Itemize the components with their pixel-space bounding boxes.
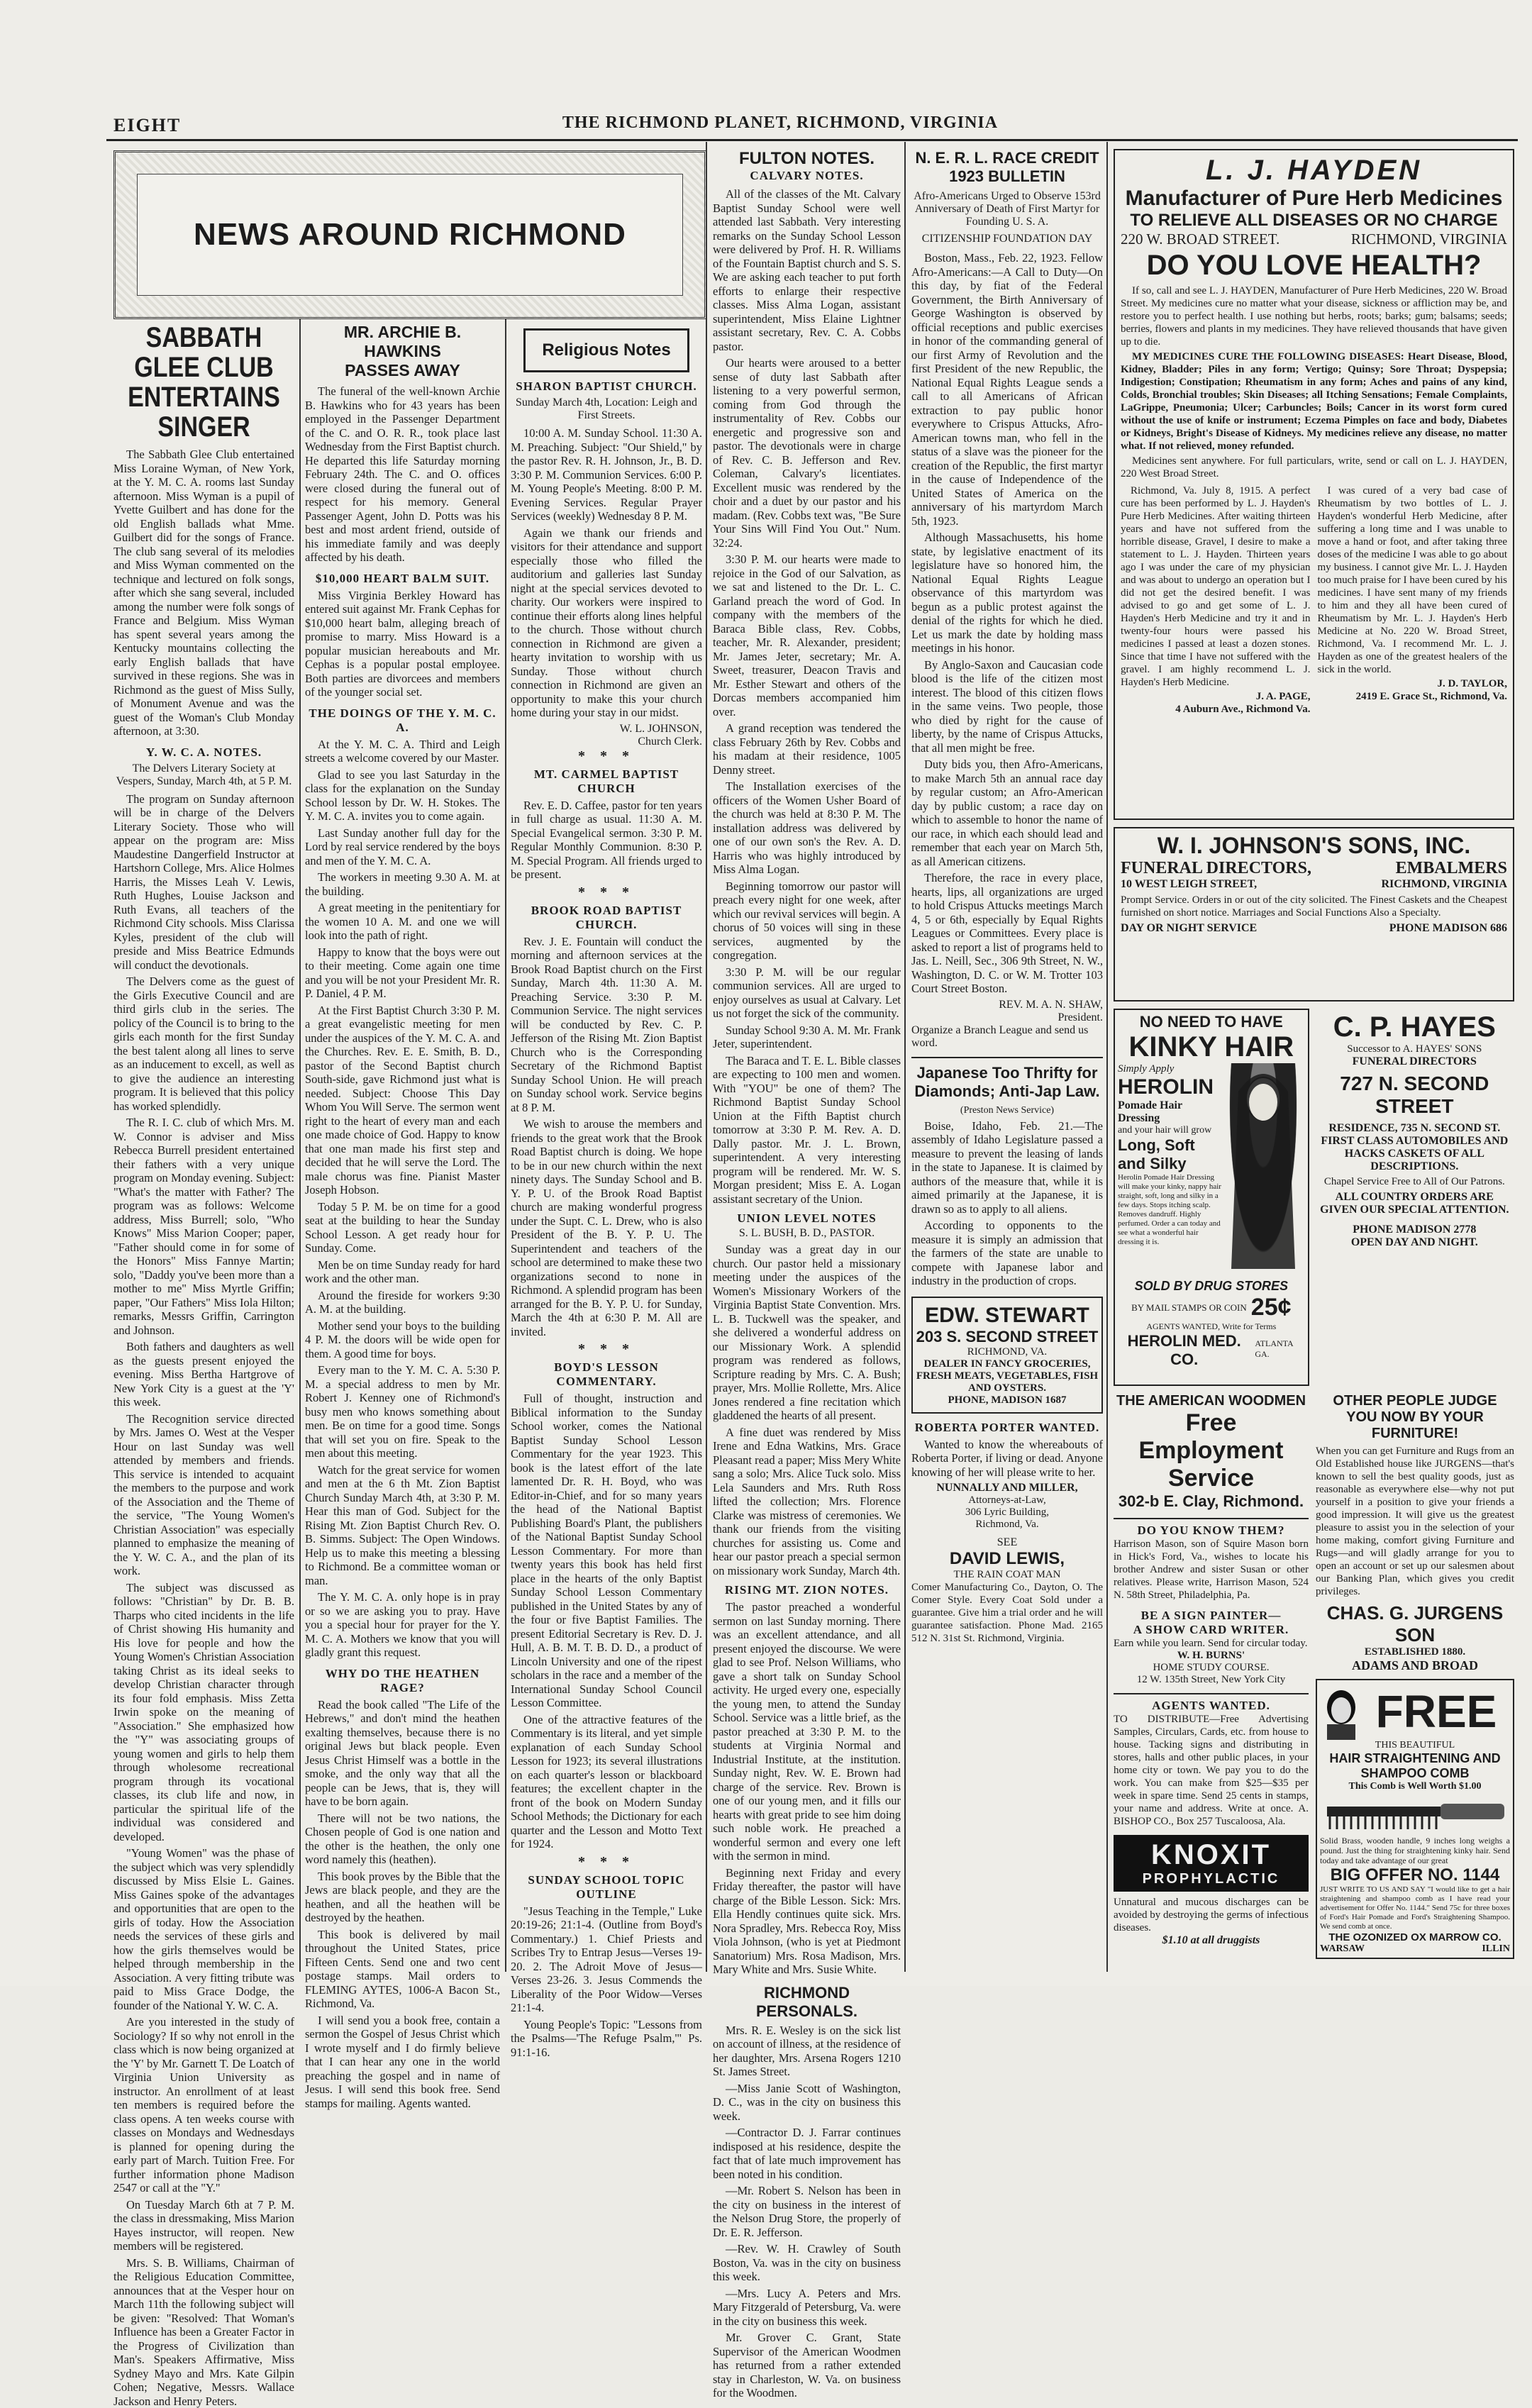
column-4 (713, 149, 901, 1968)
banner-title: NEWS AROUND RICHMOND (137, 174, 683, 296)
ad-text: DEALER IN FANCY GROCERIES, FRESH MEATS, VEGETABLES, FISH AND OYSTERS. (916, 1358, 1099, 1394)
knoxit-banner (1114, 1835, 1309, 1892)
section-heading: MT. CARMEL BAPTIST CHURCH (511, 767, 702, 796)
ad-title: Service (1114, 1465, 1309, 1492)
ad-title: L. J. HAYDEN (1121, 155, 1507, 187)
ad-text: Solid Brass, wooden handle, 9 inches long weighs a pound. Just the thing for straightening kinky hair. Send today and take advantage of our great (1320, 1836, 1510, 1865)
ad-text: Pomade Hair Dressing (1118, 1099, 1224, 1125)
article-paragraph: Both fathers and daughters as well as the guests present enjoyed the evening. Miss Bertha Hartgrove of New York City is a guest at the 'Y' this week. (113, 1340, 294, 1409)
ad-subtitle: FUNERAL DIRECTORS, (1121, 859, 1311, 878)
article-paragraph: 10:00 A. M. Sunday School. 11:30 A. M. Preaching. Subject: "Our Shield," by the pastor Rev. R. H. Johnson, Jr., B. D. 3:30 P. M. Communion Services. 6:00 P. M. Young People's Meeting. 8:00 P. M. Evening Services. Regular Prayer Services (weekly) Wednesday 8 P. M. (511, 426, 702, 523)
article-paragraph: I will send you a book free, contain a sermon the Gospel of Jesus Christ which I wrote myself and I do firmly believe that I can hear any one in the world preaching the gospel and in name of Jesus. I will send this book free. Send stamps for mailing. Agents wanted. (305, 2014, 500, 2111)
ad-subtitle: Manufacturer of Pure Herb Medicines (1121, 187, 1507, 211)
section-subheading: The Delvers Literary Society at Vespers, Sunday, March 4th, at 5 P. M. (113, 762, 294, 788)
ad-phone: PHONE MADISON 2778 (1318, 1224, 1511, 1236)
article-paragraph: The Recognition service directed by Mrs. James O. West at the Vesper Hour on last Sunday was well attended by members and friends. This service is intended to acquaint the members to the purpose and work of the Association and the Theme of the service, "The Young Women's Christian Association" was especially planned to emphasize the meaning of the Y. W. C. A., and the plan of its work. (113, 1412, 294, 1578)
article-paragraph: Men be on time Sunday ready for hard work and the other man. (305, 1258, 500, 1286)
section-heading: RISING MT. ZION NOTES. (713, 1583, 901, 1597)
column-3 (511, 323, 702, 1968)
law-firm: Richmond, Va. (911, 1519, 1103, 1531)
article-paragraph: All of the classes of the Mt. Calvary Baptist Sunday School were well attended last Sabbath. Very interesting remarks on the Sunday School Lesson were delivered by Prof. H. R. Williams of the Fountain Baptist church and S. S. We are asking each teacher to put forth efforts to enlarge their respective classes. Miss Alma Logan, assistant superintendent, Miss Elaine Lightner assistant secretary, Rev. C. A. Cobbs pastor. (713, 187, 901, 353)
headline: PASSES AWAY (305, 361, 500, 380)
article-paragraph: Mrs. S. B. Williams, Chairman of the Religious Education Committee, announces that at the Vesper hour on March 11th the following subject will be given: "Resolved: That Woman's Influence has been a Greater Factor in the Progress of Civilization than Man's. Speakers Affirmative, Miss Sydney Mayo and Mrs. Kate Gilpin Cohen; Negative, Messrs. Wallace Jackson and Henry Peters. (113, 2256, 294, 2408)
headline: 1923 BULLETIN (911, 167, 1103, 186)
ad-text: ALL COUNTRY ORDERS ARE GIVEN OUR SPECIAL ATTENTION. (1318, 1191, 1511, 1216)
article-paragraph: Again we thank our friends and visitors for their attendance and support especially those who filled the auditorium and galleries last Sunday night at the special services devoted to charity. Our workers were inspired to continue their efforts along lines helpful to the church. Those without church connection in Richmond are given a hearty invitation to worship with us Sunday. Those without church connection in Richmond are given an opportunity to make this your church home during your stay in our midst. (511, 526, 702, 720)
article-paragraph: This book is delivered by mail throughout the United States, price Fifteen Cents. Send one and two cent postage stamps. Mail orders to FLEMING AYTES, 1006-A Bacon St., Richmond, Va. (305, 1928, 500, 2011)
signature: J. D. TAYLOR, (1318, 677, 1508, 690)
article-paragraph: This book proves by the Bible that the Jews are black people, and they are the heathen, and all the heathen will be destroyed by the heathen. (305, 1870, 500, 1925)
article-paragraph: 3:30 P. M. will be our regular communion services. All are urged to enjoy ourselves as usual at Calvary. Let us not forget the sick of the community. (713, 965, 901, 1021)
ad-text: THIS BEAUTIFUL (1320, 1740, 1510, 1751)
ad-text: DAY OR NIGHT SERVICE (1121, 922, 1257, 935)
note: Organize a Branch League and send us word. (911, 1024, 1103, 1050)
ad-subtitle: THE RAIN COAT MAN (911, 1569, 1103, 1581)
article-paragraph: Rev. E. D. Caffee, pastor for ten years in full charge as usual. 11:30 A. M. Special Evangelical sermon. 3:30 P. M. Regular Monthly Communion. 8:30 P. M. Special Program. All friends urged to be present. (511, 799, 702, 882)
article-paragraph: The workers in meeting 9.30 A. M. at the building. (305, 870, 500, 898)
ad-subtitle: HAIR STRAIGHTENING AND SHAMPOO COMB (1320, 1751, 1510, 1781)
page-number: EIGHT (113, 115, 181, 136)
ad-text: RESIDENCE, 735 N. SECOND ST. (1318, 1122, 1511, 1135)
article-paragraph: The Baraca and T. E. L. Bible classes are expecting to 100 men and women. With "YOU" be one of them? The Richmond Baptist Sunday School Union at the Fifth Baptist church tomorrow at 3:30 P. M. Rev. A. D. Dally pastor. Mr. J. L. Brown, superintendent. A very interesting program will be rendered. Mr. W. S. Morgan president; Miss E. A. Logan assistant secretary of the Union. (713, 1054, 901, 1206)
herolin-ad (1114, 1009, 1309, 1386)
rule (1114, 1693, 1309, 1699)
column-2 (305, 323, 500, 1968)
ad-headline: YOU NOW BY YOUR (1316, 1409, 1514, 1426)
ad-text: MY MEDICINES CURE THE FOLLOWING DISEASES: Heart Disease, Blood, Kidney, Bladder; Piles in any form; Vertigo; Quinsy; Sore Throat; Dyspepsia; Indigestion; Constipation; Rheumatism in any form; Aches and pains of any kind, Colds, Bronchial troubles; Skin Diseases; all Itching Sensations; Female Complaints, LaGrippe, Pneumonia; Ulcer; Carbuncles; Boils; Cancer in its worst form cured without the use of knife or instrument; Eczema Pimples on face and body, Diabetes or Kidneys, Bright's Disease of Kidneys. My medicines relieve any disease, no matter what. If not relieved, money refunded. (1121, 350, 1507, 453)
section-heading: RICHMOND PERSONALS. (713, 1984, 901, 2021)
article-paragraph: There will not be two nations, the Chosen people of God is one nation and the other is the heathen, the only one word namely this (heathen). (305, 1811, 500, 1867)
hayes-ad (1315, 1009, 1514, 1383)
ad-state: ILLIN (1482, 1943, 1510, 1955)
ad-city: RICHMOND, VA. (916, 1346, 1099, 1358)
article-paragraph: —Rev. W. H. Crawley of South Boston, Va. was in the city on business this week. (713, 2242, 901, 2284)
ad-phone: PHONE, MADISON 1687 (916, 1394, 1099, 1406)
ad-subtitle: EMBALMERS (1396, 859, 1507, 878)
article-paragraph: —Contractor D. J. Farrar continues indisposed at his residence, despite the fact that of late much improvement has been noted in his condition. (713, 2126, 901, 2181)
article-paragraph: —Miss Janie Scott of Washington, D. C., was in the city on business this week. (713, 2082, 901, 2124)
ad-title: EDW. STEWART (916, 1304, 1099, 1328)
comb-icon (1320, 1792, 1511, 1832)
article-paragraph: The R. I. C. club of which Mrs. M. W. Connor is adviser and Miss Rebecca Burrell president entertained their fathers with a very unique program on Monday evening. Subject: "What's the matter with Father? The program was as follows: Welcome address, Miss Burrell; solo, "Who Knows" Miss Marion Cooper; paper, "Father should come in for some of the Honors" Miss Fannye Martin; solo, "Daddy you've been more than a mother to me" Miss Myrtle Griffin; paper, "Our Fathers" Miss Iola Hilton; remarks, Messrs Griffin, Carrington and Johnson. (113, 1116, 294, 1337)
section-heading: Japanese Too Thrifty for Diamonds; Anti-Jap Law. (911, 1064, 1103, 1101)
ad-city: RICHMOND, VIRGINIA (1382, 878, 1508, 891)
column-5 (911, 149, 1103, 1968)
signature: 4 Auburn Ave., Richmond Va. (1121, 703, 1311, 716)
article-paragraph: Glad to see you last Saturday in the class for the explanation on the Sunday School lesson by Dr. W. H. Stokes. The Y. M. C. A. invites you to come again. (305, 768, 500, 823)
ad-title: C. P. HAYES (1318, 1011, 1511, 1043)
article-paragraph: —Mrs. Lucy A. Peters and Mrs. Mary Fitzgerald of Petersburg, Va. were in the city on business this week. (713, 2287, 901, 2329)
article-paragraph: Read the book called "The Life of the Hebrews," and don't mind the heathen exalting themselves, because there is no original Jews but black people. Even Jesus Christ Himself was a bottle in the smoke, and the only way that all the people can be Jews, that is, they will have to be born again. (305, 1698, 500, 1809)
ad-price: $1.10 at all druggists (1114, 1934, 1309, 1947)
rule (911, 1057, 1103, 1064)
section-heading: $10,000 HEART BALM SUIT. (305, 572, 500, 586)
article-paragraph: Boston, Mass., Feb. 22, 1923. Fellow Afro-Americans:—A Call to Duty—On this day, by fiat of the Federal Government, the Birth Anniversary of George Washington is observed by official receptions and public exercises in honor of the commanding general of our first Army of Revolution and the first President of the new Republic, the National Equal Rights League sends a call to all Americans of African extraction to pay public honor everywhere to Crispus Attucks, Afro-American towns man, who fell in the status of a slave was the pioneer for the creation of the Republic, the first martyr in the cause of Independence of the United States of America on the anniversary of his martyrdom March 5th, 1923. (911, 251, 1103, 528)
woman-portrait-icon (1224, 1063, 1302, 1276)
section-subheading: Afro-Americans Urged to Observe 153rd Anniversary of Death of First Martyr for Founding U. S. A. (911, 190, 1103, 228)
article-paragraph: Beginning next Friday and every Friday thereafter, the pastor will have charge of the Bible Lesson. Sick: Mrs. Ella Hendly continues quite sick. Mrs. Nora Spradley, Mrs. Rebecca Roy, Miss Viola Johnson, (who is yet at Piedmont Sanatorium) Mrs. Rosa Madison, Mrs. Mary White and Mrs. Susie White. (713, 1866, 901, 1977)
article-paragraph: A fine duet was rendered by Miss Irene and Edna Watkins, Mrs. Grace Pleasant read a paper; Miss Mery White sang a solo; Mrs. Alice Tuck solo. Miss Lela Saunders and Mrs. Ruth Ross lifted the collection; Mrs. Florence Clarke was mistress of ceremonies. We thank our friends from the visiting churches for assisting us. Come and hear our pastor preach a special sermon on missionary work Sunday, March 4th. (713, 1426, 901, 1578)
article-paragraph: Around the fireside for workers 9:30 A. M. at the building. (305, 1289, 500, 1316)
ad-text: Successor to A. HAYES' SONS (1318, 1043, 1511, 1055)
article-paragraph: Young People's Topic: "Lessons from the Psalms—'The Refuge Psalm,'" Ps. 91:1-16. (511, 2018, 702, 2060)
article-paragraph: Mr. Grover C. Grant, State Supervisor of the American Woodmen has returned from a rather extended stay in Charleston, W. Va. on business for the Woodmen. (713, 2331, 901, 2400)
article-paragraph: Wanted to know the whereabouts of Roberta Porter, if living or dead. Anyone knowing of her will please write to her. (911, 1438, 1103, 1480)
ad-city: RICHMOND, VIRGINIA (1351, 231, 1507, 248)
ad-text: Simply Apply (1118, 1063, 1224, 1075)
section-heading: WHY DO THE HEATHEN RAGE? (305, 1667, 500, 1695)
article-paragraph: Miss Virginia Berkley Howard has entered suit against Mr. Frank Cephas for $10,000 heart balm, alleging breach of promise to marry. Miss Howard is a popular musician hereabouts and Mr. Cephas is a popular postal employee. Both parties are divorcees and members of the younger social set. (305, 589, 500, 699)
column-rule (1106, 142, 1108, 1972)
ad-text: Chapel Service Free to All of Our Patrons. (1318, 1176, 1511, 1188)
headline: SABBATH GLEE CLUB (113, 323, 294, 382)
signature: President. (911, 1011, 1103, 1024)
ad-address: ADAMS AND BROAD (1316, 1658, 1514, 1673)
ad-text: OPEN DAY AND NIGHT. (1318, 1236, 1511, 1249)
ad-text: JUST WRITE TO US AND SAY "I would like to get a hair straightening and shampoo comb as I have read your advertisement for Offer No. 1144." Send 75c for three boxes of Ford's Hair Pomade and Ford's Straightening Shampoo. We send comb at once. (1320, 1885, 1510, 1931)
ad-text: Harrison Mason, son of Squire Mason born in Hick's Ford, Va., wishes to locate his brother Andrew and sister Susan or other relatives. Please write, Harrison Mason, 524 N. 58th Street, Philadelphia, Pa. (1114, 1538, 1309, 1602)
ad-city: WARSAW (1320, 1943, 1365, 1955)
article-paragraph: One of the attractive features of the Commentary is its literal, and yet simple explanation of each Sunday School Lesson for 1923; its several illustrations on each quarter's lesson or blackboard features; the excellent chapter in the front of the book on Modern Sunday School Methods; the Dictionary for each quarter and the Lesson and Motto Text for 1924. (511, 1713, 702, 1851)
section-subheading: CALVARY NOTES. (713, 169, 901, 183)
article-paragraph: The Delvers come as the guest of the Girls Executive Council and are third girls club in the series. The policy of the Council is to bring to the girls each month for the first Sunday the best talent along all lines to serve as an inducement to excell, as well as to give the audience an interesting program. It is believed that this policy has worked splendidly. (113, 975, 294, 1113)
article-paragraph: At the Y. M. C. A. Third and Leigh streets a welcome covered by our Master. (305, 738, 500, 765)
ad-address: 203 S. SECOND STREET (916, 1328, 1099, 1346)
law-firm: Attorneys-at-Law, (911, 1494, 1103, 1507)
section-banner (113, 150, 706, 319)
stewart-ad (911, 1297, 1103, 1414)
free-comb-ad (1316, 1679, 1514, 1959)
section-subheading: CITIZENSHIP FOUNDATION DAY (911, 233, 1103, 245)
column-rule (299, 319, 301, 1972)
article-paragraph: Boise, Idaho, Feb. 21.—The assembly of Idaho Legislature passed a measure to prevent the leasing of lands in the state to Japanese. It is claimed by authors of the measure that, while it is aimed primarily at the Japanese, it is drawn so as to apply to all aliens. (911, 1119, 1103, 1216)
article-paragraph: The Sabbath Glee Club entertained Miss Loraine Wyman, of New York, at the Y. M. C. A. rooms last Sunday afternoon. Miss Wyman is a pupil of Yvette Guilbert and has done for the old English ballads what Mme. Guilbert did for the songs of France. The club sang several of its melodies and Miss Wyman commented on the technique and lectured on folk songs, after which she sang several, included among the number were folk songs of France and Belgium. Miss Wyman has spent several years among the Kentucky mountains collecting the early English ballads that have survived in these regions. She was in Richmond as the guest of Miss Sully, of Monument Avenue and was the guest of the Woman's Club Monday afternoon, at 3:30. (113, 448, 294, 738)
ad-title: W. I. JOHNSON'S SONS, INC. (1121, 833, 1507, 859)
section-subheading: A SHOW CARD WRITER. (1114, 1623, 1309, 1637)
article-paragraph: "Young Women" was the phase of the subject which was very splendidly discussed by Miss Elsie L. Gaines. Miss Gaines spoke of the advantages and opportunities that are open to the girls of today. How the Association needs the services of these girls and how the girls themselves would be helped through membership in the Association. A very fitting tribute was paid to Miss Grace Dodge, the founder of the National Y. W. C. A. (113, 1846, 294, 2012)
section-heading: AGENTS WANTED. (1114, 1699, 1309, 1713)
ad-address: 220 W. BROAD STREET. (1121, 231, 1280, 248)
ad-title: Free Employment (1114, 1409, 1309, 1465)
law-firm: NUNNALLY AND MILLER, (911, 1482, 1103, 1494)
ad-text: ESTABLISHED 1880. (1316, 1646, 1514, 1658)
article-paragraph: Mother send your boys to the building 4 P. M. the doors will be wide open for them. A good time for boys. (305, 1319, 500, 1361)
article-paragraph: The program on Sunday afternoon will be in charge of the Delvers Literary Society. Those who will appear on the program are: Miss Maudestine Dangerfield Instructor at Hartshorn College, Mrs. Alice Holmes Harris, the Misses Leah V. Lewis, Ruth Hughes, Louise Jackson and Ruth Evans, all teachers of the Richmond City schools. Miss Clarissa Kyles, president of the club will preside and Miss Beatrice Edmunds will conduct the devotionals. (113, 792, 294, 972)
article-paragraph: Rev. J. E. Fountain will conduct the morning and afternoon services at the Brook Road Baptist church on the First Sunday, March 4th. 11:30 A. M. Preaching Service. 3:30 P. M. Communion Service. The night services will be conducted by Rev. C. P. Jefferson of the Rising Mt. Zion Baptist Church who is the Corresponding Secretary of the Richmond Baptist Sunday School Union. He will preach on Sunday school work. Service begins at 8 P. M. (511, 935, 702, 1115)
section-heading: ROBERTA PORTER WANTED. (911, 1421, 1103, 1435)
ad-headline: OTHER PEOPLE JUDGE (1316, 1393, 1514, 1409)
ad-text: NO NEED TO HAVE (1118, 1013, 1305, 1031)
article-paragraph: The funeral of the well-known Archie B. Hawkins who for 43 years has been employed in the Passenger Department of the C. and O. R. R., took place last Wednesday from the First Baptist church. He departed this life Saturday morning February 24th. The C. and O. offices were closed during the funeral out of respect for his memory. General Passenger Agent, John D. Potts was his best and most ardent friend, outside of his immediate family and was deeply affected by his death. (305, 384, 500, 565)
article-paragraph: Sunday School 9:30 A. M. Mr. Frank Jeter, superintendent. (713, 1023, 901, 1051)
headline: MR. ARCHIE B. HAWKINS (305, 323, 500, 361)
section-heading: UNION LEVEL NOTES (713, 1211, 901, 1226)
article-paragraph: Beginning tomorrow our pastor will preach every night for one week, after which our revival services will begin. A chorus of 50 voices will sing in these services, augmented by the congregation. (713, 880, 901, 962)
ad-text: When you can get Furniture and Rugs from an Old Established house like JURGENS—that's known to sell the best quality goods, just as reasonable as everywhere else—why not put yourself in a position to give your friends a good impression. It will give us the greatest pleasure to assist you in the selection of your home making, comfort giving Furniture and Rugs—and will gladly arrange for you to open an account or set up our salesmen about our Banking Plan, which gives you credit privileges. (1316, 1445, 1514, 1598)
article-paragraph: Sunday was a great day in our church. Our pastor held a missionary meeting under the auspices of the Women's Missionary Workers of the Virginia Baptist State Convention. Mrs. L. B. Tuckwell was the speaker, and she delivered a wonderful address on our Missionary Work. A splendid program was rendered as follows, Scripture reading by Mrs. C. A. Bush; prayer, Mrs. Mollie Rollette, Mrs. Alice Jones rendered a fine recitation which gladdened the hearts of all present. (713, 1243, 901, 1423)
article-paragraph: Are you interested in the study of Sociology? If so why not enroll in the class which is now being organized at the 'Y' by Mr. Garnett T. De Loatch of Virginia Union University as instructor. An enrollment of at least ten members is required before the class opens. A ten weeks course with classes on Mondays and Wednesdays is planned for opening during the early part of March. Tuition Free. For further information phone Madison 2547 or call at the "Y." (113, 2015, 294, 2195)
article-paragraph: Happy to know that the boys were out to their meeting. Come again one time and you will be not your President Mr. R. P. Daniel, 4 P. M. (305, 945, 500, 1001)
separator-stars: * * * (511, 748, 702, 765)
article-paragraph: The Installation exercises of the officers of the Women Usher Board of the church was held at 8:30 P. M. The installation address was delivered by one of our own son's the Rev. A. D. Harris who was highly introduced by Miss Alma Logan. (713, 779, 901, 877)
johnson-ad (1114, 827, 1514, 1002)
signature: 2419 E. Grace St., Richmond, Va. (1318, 690, 1508, 703)
ad-price: 25¢ (1251, 1294, 1292, 1321)
masthead-rule (106, 139, 1518, 141)
article-paragraph: By Anglo-Saxon and Caucasian code blood is the life of the citizen most interest. The blood of this citizen flows in the same veins. Two people, those who died by right for the cause of liberty, by the name of Crispus Attucks, that all men might be free. (911, 658, 1103, 755)
section-heading: BROOK ROAD BAPTIST CHURCH. (511, 904, 702, 932)
article-paragraph: —Mr. Robert S. Nelson has been in the city on business in the interest of the Nelson Drug Store, the properly of Dr. E. R. Jefferson. (713, 2184, 901, 2239)
headline: N. E. R. L. RACE CREDIT (911, 149, 1103, 167)
signature: J. A. PAGE, (1121, 690, 1311, 703)
article-paragraph: Although Massachusetts, his home state, by legislative enactment of its legislature have so honored him, the National Equal Rights League observance of this martyrdom was begun as a public protest against the denial of the rights for which he died. Let us mark the date by holding mass meetings in his honor. (911, 531, 1103, 655)
column-rule (904, 142, 906, 1972)
ad-title: THE AMERICAN WOODMEN (1114, 1393, 1309, 1409)
ad-text: FUNERAL DIRECTORS (1318, 1055, 1511, 1068)
ad-title: CHAS. G. JURGENS SON (1316, 1602, 1514, 1646)
section-heading: SUNDAY SCHOOL TOPIC OUTLINE (511, 1873, 702, 1902)
ad-text: HOME STUDY COURSE. (1114, 1662, 1309, 1674)
article-paragraph: Watch for the great service for women and men at the 6 th Mt. Zion Baptist Church Sunday March 4th, at 3:30 P. M. Hear this man of God. Subject for the Rising Mt. Zion Baptist Church Rev. O. B. Simms. Subject: The Open Windows. Help us to make this meeting a blessing to Richmond. Be a committee woman or man. (305, 1463, 500, 1588)
article-paragraph: 3:30 P. M. our hearts were made to rejoice in the God of our Salvation, as we sat and listened to the Dr. L. C. Garland preach the word of God. In company with the members of the Baraca Bible class, Rev. Cobbs, teacher, Mr. R. Alexander, president; Mr. James Jeter, secretary; Mr. A. Sweet, treasurer, Deacon Travis and Mr. Esther Stewart and others of the Dorcas members accompanied him over. (713, 553, 901, 718)
ad-text: FIRST CLASS AUTOMOBILES AND HACKS CASKETS OF ALL DESCRIPTIONS. (1318, 1135, 1511, 1173)
column-6 (1114, 149, 1514, 1972)
ad-address: 302-b E. Clay, Richmond. (1114, 1492, 1309, 1511)
religious-notes-box (523, 328, 689, 372)
ad-text: BY MAIL STAMPS OR COIN (1131, 1302, 1247, 1314)
ad-text: and your hair will grow (1118, 1125, 1224, 1136)
ad-subtitle: PROPHYLACTIC (1114, 1871, 1309, 1887)
separator-stars: * * * (511, 884, 702, 901)
masthead-title: THE RICHMOND PLANET, RICHMOND, VIRGINIA (511, 113, 1050, 133)
ad-city: ATLANTA GA. (1255, 1338, 1304, 1360)
section-subheading: Sunday March 4th, Location: Leigh and First Streets. (511, 396, 702, 422)
ad-text: AGENTS WANTED, Write for Terms (1118, 1321, 1305, 1332)
article-paragraph: Full of thought, instruction and Biblical information to the Sunday School worker, comes the National Baptist Sunday School Lesson Commentary for the year 1923. This book is the latest effort of the late lamented Dr. R. H. Boyd, who was Editor-in-Chief, and for so many years the head of the National Baptist Publishing Board's Plant, the publishers of the National Baptist Sunday School Lesson Commentary. For more than twenty years this book has held first place in the hearts of the only Baptist Sunday School Lesson Commentary published in the United States by any of the four or five Baptist Families. The present Editorial Secretary is Rev. D. J. Hull, A. B. M. T. B. D. D., a product of Lincoln University and one of the ripest scholars in the race and a member of the International Sunday School Council Lesson Committee. (511, 1392, 702, 1710)
ad-address: 727 N. SECOND STREET (1318, 1072, 1511, 1118)
ad-title: KNOXIT (1114, 1839, 1309, 1871)
article-paragraph: Mrs. R. E. Wesley is on the sick list on account of illness, at the residence of her daughter, Mrs. Arsena Rogers 1210 St. James Street. (713, 2024, 901, 2079)
ad-text: Comer Manufacturing Co., Dayton, O. The Comer Style. Every Coat Sold under a guarantee. Give him a trial order and he will guarantee satisfaction. Phone Mad. 2165 512 N. 31st St. Richmond, Virginia. (911, 1581, 1103, 1645)
ad-title: DAVID LEWIS, (911, 1549, 1103, 1569)
ad-text: SOLD BY DRUG STORES (1118, 1279, 1305, 1294)
woman-portrait-icon (1320, 1683, 1362, 1740)
ad-headline: FURNITURE! (1316, 1426, 1514, 1442)
signature: Church Clerk. (511, 736, 702, 748)
article-paragraph: A great meeting in the penitentiary for the women 10 A. M. and one we will look into the path of right. (305, 901, 500, 943)
separator-stars: * * * (511, 1854, 702, 1870)
article-paragraph: Last Sunday another full day for the Lord by real service rendered by the boys and men of the Y. M. C. A. (305, 826, 500, 868)
section-heading: THE DOINGS OF THE Y. M. C. A. (305, 706, 500, 735)
ad-text: Herolin Pomade Hair Dressing will make your kinky, nappy hair straight, soft, long and silky in a few days. Stops itching scalp. Removes dandruff. Highly perfumed. Order a can today and see what a wonderful hair dressing it is. (1118, 1173, 1224, 1247)
ad-subtitle: TO RELIEVE ALL DISEASES OR NO CHARGE (1121, 211, 1507, 231)
column-rule (706, 142, 707, 1972)
ad-company: THE OZONIZED OX MARROW CO. (1320, 1931, 1510, 1943)
testimonial: I was cured of a very bad case of Rheumatism by two bottles of L. J. Hayden's wonderful Herb Medicine, after suffering a long time and I was unable to move a hand or foot, and after taking three doses of the medicine I was able to go about my business. I cannot give Mr. L. J. Hayden too much praise for I have been cured by his medicines. I have sent many of my friends to him and they all have been cured of Rheumatism by Mr. L. J. Hayden's Herb Medicine at No. 220 W. Broad Street, Richmond, Va. I recommend Mr. L. J. Hayden as one of the greatest healers of the sick in the world. (1318, 484, 1508, 676)
woman-portrait-icon (1224, 1063, 1302, 1276)
ad-text: If so, call and see L. J. HAYDEN, Manufacturer of Pure Herb Medicines, 220 W. Broad Street. My medicines cure no matter what your disease, sickness or affliction may be, and restore you to perfect health. I use nothing but herbs, roots; barks; gum; balsams; seeds; berries, flowers and plants in my medicines. They have relieved thousands that have given up to die. (1121, 284, 1507, 348)
section-subheading: S. L. BUSH, B. D., PASTOR. (713, 1227, 901, 1240)
signature: REV. M. A. N. SHAW, (911, 999, 1103, 1011)
ad-text: Long, Soft and Silky (1118, 1136, 1224, 1173)
column-rule (505, 319, 506, 1972)
article-paragraph: "Jesus Teaching in the Temple," Luke 20:19-26; 21:1-4. (Outline from Boyd's Commentary.) 1. Chief Priests and Scribes Try to Entrap Jesus—Verses 19-20. 2. The Adroit Move of Jesus—Verses 23-26. 3. Jesus Commends the Liberality of the Poor Widow—Verses 21:1-4. (511, 1904, 702, 2015)
article-paragraph: The subject was discussed as follows: "Christian" by Dr. B. B. Tharps who cited incidents in the life of Christ showing His humanity and His love for people and how the Young Women's Christian Association taking Christ as its ideal seeks to develop Christian character through its four fold emphasis. Miss Zetta Irwin spoke on the meaning of "Association." She emphasized how the "Y" was associating groups of young women and girls to help them through wholesome recreational program through its vocational classes, its club life and now, in particular the spiritual life of the individual was considered and developed. (113, 1581, 294, 1844)
article-paragraph: According to opponents to the measure it is simply an admission that the farmers of the state are unable to compete with Japanese labor and industry in the production of crops. (911, 1219, 1103, 1288)
article-paragraph: On Tuesday March 6th at 7 P. M. the class in dressmaking, Miss Marion Hayes instructor, will reopen. New members will be registered. (113, 2198, 294, 2253)
testimonial: Richmond, Va. July 8, 1915. A perfect cure has been performed by L. J. Hayden's Pure Herb Medicines. After waiting thirteen years and have not suffered from the horrible disease, Gravel, I desire to make a statement to L. J. Hayden. Thirteen years ago I was under the care of my physician and was about to undergo an operation but I did not get the desired benefit. I was advised to go and get some of L. J. Hayden's Herb Medicine and try it and in twenty-four hours were passed his medicines I passed at least a dozen stones. Since that time I have not suffered with the gravel. I am highly recommend L. J. Hayden's Herb Medicine. (1121, 484, 1311, 689)
ad-text: Medicines sent anywhere. For full particulars, write, send or call on L. J. HAYDEN, 220 West Broad Street. (1121, 455, 1507, 480)
ad-offer: BIG OFFER NO. 1144 (1320, 1865, 1510, 1885)
article-paragraph: We wish to arouse the members and friends to the great work that the Brook Road Baptist church is doing. We hope to be in our new church within the next ninety days. The Sunday School and B. Y. P. U. of the Brook Road Baptist church are making wonderful progress under the Supt. C. L. Drew, who is also President of the B. Y. P. U. The Superintendent and teachers of the school are determined to make these two organizations second to none in Richmond. A splendid program has been arranged for the B. Y. P. U. for Sunday, March the 4th at 6:30 P. M. All are invited. (511, 1117, 702, 1338)
rule (1114, 1518, 1309, 1524)
section-heading: SHARON BAPTIST CHURCH. (511, 379, 702, 394)
headline: ENTERTAINS SINGER (113, 382, 294, 442)
ad-text: Prompt Service. Orders in or out of the city solicited. The Finest Caskets and the Cheapest furnished on short notice. Marriages and Social Functions Also a Specialty. (1121, 894, 1507, 919)
ad-address: 12 W. 135th Street, New York City (1114, 1674, 1309, 1686)
ad-text: SEE (911, 1536, 1103, 1549)
column-1 (113, 323, 294, 1968)
ad-headline: DO YOU LOVE HEALTH? (1121, 250, 1507, 282)
ad-company: HEROLIN MED. CO. (1118, 1332, 1250, 1369)
hayden-ad (1114, 149, 1514, 820)
article-paragraph: Today 5 P. M. be on time for a good seat at the building to hear the Sunday School Lesson. A get ready hour for Sunday. Come. (305, 1200, 500, 1255)
ad-text: TO DISTRIBUTE—Free Advertising Samples, Circulars, Cards, etc. from house to house. Tacking signs and distributing in stores, halls and other public places, in your home city or town. We pay you to do the work. You can make from $25—$35 per week in spare time. Send 25 cents in stamps, your name and address. Write at once. A. BISHOP CO., Box 257 Tuscaloosa, Ala. (1114, 1713, 1309, 1828)
ad-text: Earn while you learn. Send for circular today. (1114, 1637, 1309, 1650)
section-heading: BE A SIGN PAINTER— (1114, 1609, 1309, 1623)
law-firm: 306 Lyric Building, (911, 1507, 1103, 1519)
signature: W. L. JOHNSON, (511, 723, 702, 736)
lower-left-ads (1114, 1393, 1309, 1985)
separator-stars: * * * (511, 1341, 702, 1358)
section-heading: BOYD'S LESSON COMMENTARY. (511, 1360, 702, 1389)
ad-phone: PHONE MADISON 686 (1389, 922, 1507, 935)
ad-text: Unnatural and mucous discharges can be avoided by destroying the germs of infectious diseases. (1114, 1896, 1309, 1934)
ad-title: FREE (1362, 1685, 1510, 1738)
article-paragraph: The pastor preached a wonderful sermon on last Sunday morning. There was an excellent attendance, and all present enjoyed the discourse. We were glad to see Prof. Nelson Williams, who gave a short talk on Sunday School activity. He urged every one, especially the young men, to attend the Sunday School. Service was a little brief, as the pastor preached at 3:30 P. M. to the students at Virginia Normal and Industrial Institute, at the institution. Sunday night, Rev. W. E. Brown had charge of the service. Rev. Brown is one of our young men, and it fills our hearts with great pride to see him doing such noble work. He preached a wonderful sermon and every one left with the sermon in mind. (713, 1600, 901, 1863)
ad-company: W. H. BURNS' (1114, 1650, 1309, 1662)
news-source: (Preston News Service) (911, 1105, 1103, 1116)
headline: FULTON NOTES. (713, 149, 901, 169)
article-paragraph: A grand reception was tendered the class February 26th by Rev. Cobbs and his madam at their residence, 1005 Denny street. (713, 721, 901, 777)
ad-address: 10 WEST LEIGH STREET, (1121, 878, 1257, 891)
article-paragraph: Every man to the Y. M. C. A. 5:30 P. M. a special address to men by Mr. Robert J. Kenney one of Richmond's busy men who knows something about men. Be on time for a good time. Songs that will set you on fire. Speak to the men about this meeting. (305, 1363, 500, 1460)
section-heading: DO YOU KNOW THEM? (1114, 1524, 1309, 1538)
section-heading: Y. W. C. A. NOTES. (113, 745, 294, 760)
article-paragraph: At the First Baptist Church 3:30 P. M. a great evangelistic meeting for men under the auspices of the Y. M. C. A. and the Churches. Rev. E. E. Smith, B. D., pastor of the Second Baptist church South-side, gave Richmond just what is needed. Subject: Choose This Day Whom You Will Serve. The sermon went right to the heart of every man and each one made choice of God. Happy to know that one man made his first step and decided that he will serve the Lord. The male chorus was fine. Pianist Master Joseph Hobson. (305, 1004, 500, 1197)
ad-brand: HEROLIN (1118, 1075, 1224, 1099)
ad-text: This Comb is Well Worth $1.00 (1320, 1781, 1510, 1792)
article-paragraph: Therefore, the race in every place, hearts, lips, all organizations are urged to hold Crispus Attucks meetings March 4, 5 or 6th, especially by Equal Rights Leagues or Committees. Every place is asked to report a list of programs held to Jas. L. Neill, Sec., 306 9th Street, N. W., Washington, D. C. or W. M. Trotter 103 Court Street Boston. (911, 871, 1103, 996)
box-title: Religious Notes (526, 340, 687, 360)
lower-right-ads (1316, 1393, 1514, 1985)
article-paragraph: The Y. M. C. A. only hope is in pray or so we are asking you to pray. Have you a special hour for prayer for the Y. M. C. A. Mothers we know that you will gladly grant this request. (305, 1590, 500, 1660)
ad-title: KINKY HAIR (1118, 1031, 1305, 1063)
article-paragraph: Duty bids you, then Afro-Americans, to make March 5th an annual race day by regular custom; an Afro-American day by public custom; a race day on which to assemble to honor the name of our race, in which each should lead and remember that each year on March 5th, as all American citizens. (911, 758, 1103, 868)
article-paragraph: Our hearts were aroused to a better sense of duty last Sabbath after listening to a very powerful sermon, coming from God through the instrumentality of Rev. Cobbs our energetic and progressive son and pastor. The devotionals were in charge of Rev. C. B. Jefferson and Rev. Coleman, Calvary's licentiates. Excellent music was rendered by the choir and a duet by our pastor and his madam. (Rev. Cobbs text was, "Be Sure Your Sins Will Find You Out." Num. 32:24. (713, 356, 901, 550)
